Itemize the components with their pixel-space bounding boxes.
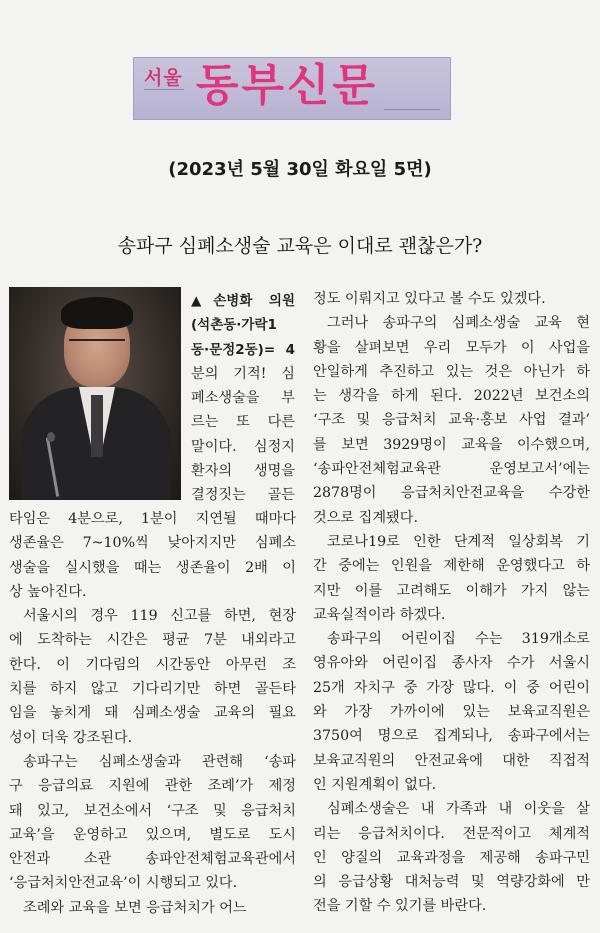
body-line: 안전과 소관 송파안전체험교육관에서 [9, 851, 296, 868]
body-line: 2878명이 응급처치안전교육을 수강한 [313, 485, 590, 502]
body-line: 보육교직원의 안전교육에 대한 직접적 [313, 752, 590, 769]
body-line: ‘송파안전체험교육관 운영보고서’에는 [313, 461, 590, 478]
body-line: 구 응급의료 지원에 관한 조례’가 제정 [9, 778, 296, 795]
byline-name: ▲손병화 의원 [191, 293, 295, 309]
body-line: 리는 응급처치이다. 전문적이고 체계적 [313, 825, 590, 842]
body-line: 결정짓는 골든 [191, 487, 295, 504]
body-line: 심폐소생술은 내 가족과 내 이웃을 살 [327, 801, 590, 818]
body-line: 간 중에는 인원을 제한해 운영했다고 하 [313, 558, 590, 575]
masthead-logo [133, 57, 451, 120]
body-line: 교육실적이라 하겠다. [313, 606, 446, 623]
body-line: 치를 하지 않고 기다리기만 하면 골든타 [9, 681, 296, 698]
body-line: 인 양질의 교육과정을 제공해 송파구민 [313, 849, 590, 866]
body-line: 타임은 4분으로, 1분이 지연될 때마다 [9, 511, 296, 527]
body-line: 상 높아진다. [9, 583, 87, 600]
article-left-column [9, 507, 296, 920]
body-line: 교육’을 운영하고 있으며, 별도로 도시 [9, 826, 296, 843]
body-line: 는 생각을 하게 된다. 2022년 보건소의 [313, 388, 590, 405]
body-line: 25개 자치구 중 가장 많다. 이 중 어린이 [313, 679, 590, 696]
byline-district-cont: 동·문정2동)= 4 [191, 341, 295, 358]
body-line: 생술을 실시했을 때는 생존율이 2배 이 [9, 559, 296, 576]
body-line: 말이다. 심정지 [191, 438, 295, 455]
body-line: 생존율은 7~10%씩 낮아지지만 심폐소 [9, 535, 296, 552]
body-line: 인 지원계획이 없다. [313, 776, 437, 793]
masthead-title: 동부신문 [196, 60, 379, 111]
body-line: 분의 기적! 심 [191, 365, 295, 382]
body-line: ‘구조 및 응급처치 교육·홍보 사업 결과’ [313, 412, 590, 429]
body-line: 전을 기할 수 있기를 바란다. [313, 898, 487, 915]
body-line: 르는 또 다른 [191, 414, 295, 431]
body-line: 코로나19로 인한 단계적 일상회복 기 [327, 533, 590, 550]
body-line: 를 보면 3929명이 교육을 이수했으며, [313, 436, 590, 453]
body-line: 의 응급상황 대처능력 및 역량강화에 만 [313, 874, 590, 891]
body-line: 황을 살펴보면 우리 모두가 이 사업을 [313, 339, 590, 356]
body-line: 지만 이를 고려해도 이해가 가지 않는 [313, 582, 590, 599]
body-line: 안일하게 추진하고 있는 것은 아닌가 하 [313, 363, 590, 380]
body-line: 그러나 송파구의 심폐소생술 교육 현 [327, 315, 590, 332]
body-line: 송파구는 심폐소생술과 관련해 ‘송파 [23, 753, 296, 770]
body-line: 영유아와 어린이집 종사자 수가 서울시 [313, 655, 590, 672]
body-line: 것으로 집계됐다. [313, 509, 418, 526]
byline-district: (석촌동·가락1 [191, 317, 277, 334]
body-line: 폐소생술을 부 [191, 390, 295, 407]
masthead-small: 서울 [144, 67, 183, 89]
body-line: 3750여 명으로 집계되나, 송파구에서는 [313, 728, 590, 745]
body-line: 환자의 생명을 [191, 463, 295, 480]
dateline: (2023년 5월 30일 화요일 5면) [168, 159, 432, 180]
article-right-column [313, 287, 590, 919]
body-line: 서울시의 경우 119 신고를 하면, 현장 [23, 608, 296, 625]
article-headline: 송파구 심폐소생술 교육은 이대로 괜찮은가? [117, 235, 483, 257]
body-line: ‘응급처치안전교육’이 시행되고 있다. [9, 875, 238, 892]
body-line: 돼 있고, 보건소에서 ‘구조 및 응급처치 [9, 802, 296, 819]
author-photo [9, 287, 181, 500]
masthead-rule-2 [384, 109, 440, 110]
body-line: 조례와 교육을 보면 응급처치가 어느 [23, 899, 247, 916]
body-line: 정도 이뤄지고 있다고 볼 수도 있겠다. [313, 291, 546, 307]
body-line: 임을 놓치게 돼 심폐소생술 교육의 필요 [9, 705, 296, 722]
body-line: 성이 더욱 강조된다. [9, 729, 133, 746]
masthead-rule [144, 89, 184, 90]
body-line: 와 가장 가까이에 있는 보육교직원은 [313, 704, 590, 721]
byline-block [191, 289, 295, 508]
body-line: 에 도착하는 시간은 평균 7분 내외라고 [9, 632, 296, 649]
body-line: 한다. 이 기다림의 시간동안 아무런 조 [9, 656, 296, 673]
body-line: 송파구의 어린이집 수는 319개소로 [327, 631, 590, 648]
